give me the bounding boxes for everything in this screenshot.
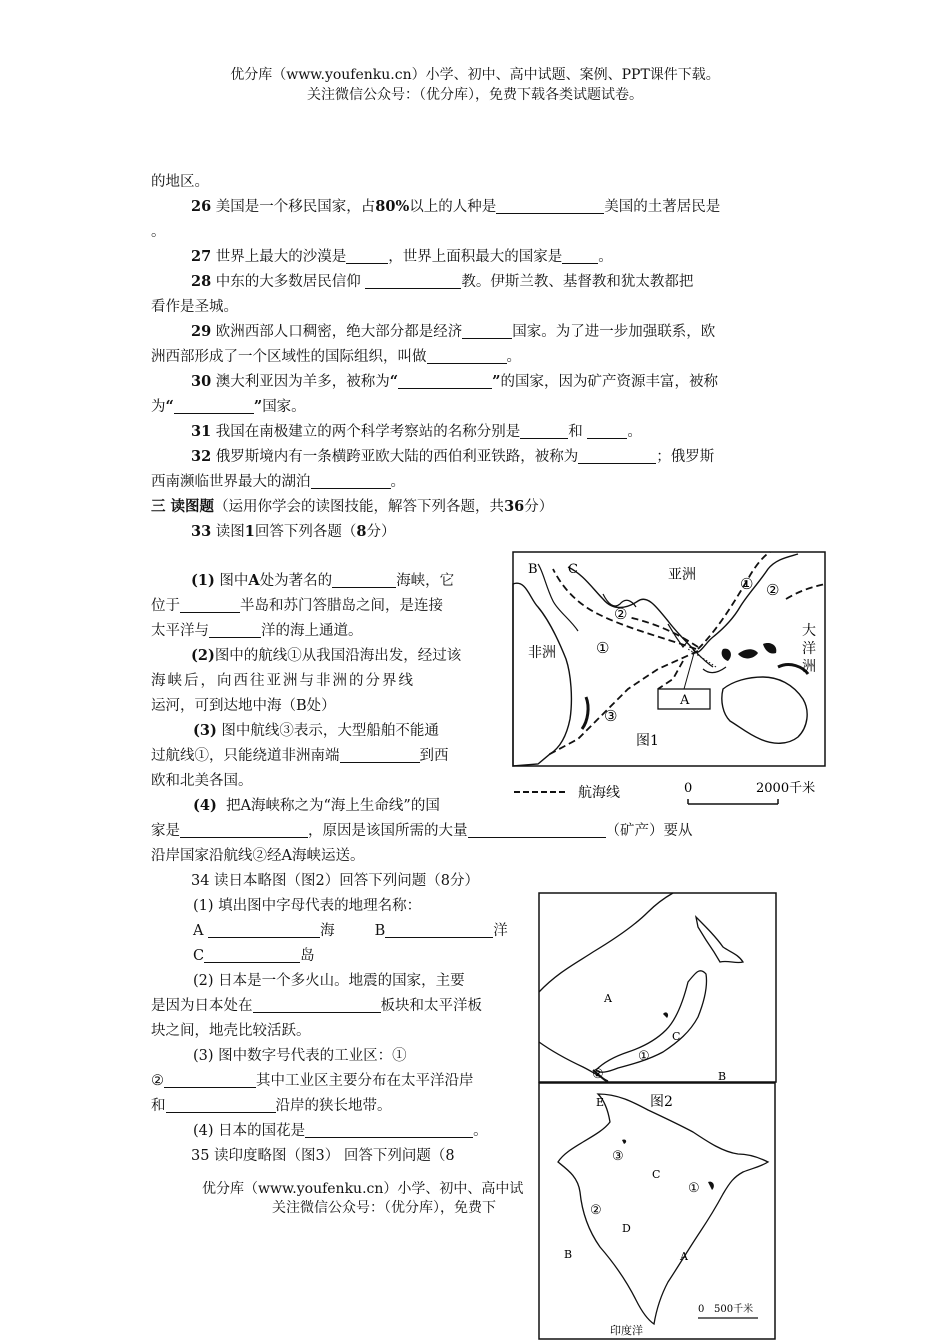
q33-part1-line2: 位于 半岛和苏门答腊岛之间，是连接 <box>151 598 443 614</box>
label-africa: 非洲 <box>528 645 556 661</box>
label-1: ① <box>688 1181 700 1196</box>
question-33-title: 33 读图1回答下列各题（8分） <box>191 523 396 540</box>
q33-part4: (4) 把A海峡称之为“海上生命线”的国 <box>193 797 440 814</box>
q33-part2-line3: 运河，可到达地中海（B处） <box>151 698 336 714</box>
q29-line2: 洲西部形成了一个区域性的国际组织，叫做 。 <box>151 349 521 365</box>
label-C: C <box>672 1030 681 1043</box>
label-3: ③ <box>612 1149 624 1164</box>
label-B: B <box>528 562 538 577</box>
label-2: ② <box>590 1203 602 1218</box>
route-2-label-east: ② <box>766 581 780 599</box>
label-B: B <box>718 1070 727 1083</box>
scale-label: 500千米 <box>714 1304 754 1315</box>
label-A: A <box>604 992 612 1005</box>
q34-part3-line2: ② 其中工业区主要分布在太平洋沿岸 <box>151 1073 474 1089</box>
label-2: ② <box>592 1067 604 1082</box>
label-asia: 亚洲 <box>668 567 696 583</box>
question-27: 27 世界上最大的沙漠是 ，世界上面积最大的国家是 。 <box>191 248 613 265</box>
answer-blank[interactable] <box>180 821 308 838</box>
answer-blank[interactable] <box>578 447 656 464</box>
label-C: C <box>652 1168 661 1181</box>
answer-blank[interactable] <box>365 272 461 289</box>
answer-blank[interactable] <box>340 746 420 763</box>
q33-part3-line3: 欧和北美各国。 <box>151 773 253 789</box>
q34-part3-line3: 和 沿岸的狭长地带。 <box>151 1098 392 1114</box>
answer-blank[interactable] <box>180 596 240 613</box>
figure-3-map <box>538 1082 778 1342</box>
answer-blank[interactable] <box>398 372 492 389</box>
answer-blank[interactable] <box>204 946 300 963</box>
scale-label: 2000千米 <box>756 781 816 796</box>
answer-blank[interactable] <box>305 1121 473 1138</box>
q25-tail: 的地区。 <box>151 174 209 190</box>
answer-blank[interactable] <box>164 1071 256 1088</box>
legend-label: 航海线 <box>578 785 620 801</box>
answer-blank[interactable] <box>253 996 381 1013</box>
label-A: A <box>680 1250 688 1263</box>
q34-part1-line2: A 海 B 洋 <box>193 923 508 939</box>
question-35-title: 35 读印度略图（图3） 回答下列问题（8 <box>191 1148 455 1164</box>
q34-part4: (4) 日本的国花是 。 <box>193 1123 488 1139</box>
figure-1-map <box>508 549 830 807</box>
q33-part4-line2: 家是 ，原因是该国所需的大量 （矿产）要从 <box>151 823 693 839</box>
answer-blank[interactable] <box>346 247 388 264</box>
answer-blank[interactable] <box>520 422 568 439</box>
label-C: C <box>568 562 578 577</box>
answer-blank[interactable] <box>174 397 254 414</box>
q34-part3: (3) 图中数字号代表的工业区：① <box>193 1048 407 1064</box>
label-E: E <box>596 1096 605 1109</box>
q33-part2: (2)图中的航线①从我国沿海出发，经过该 <box>191 647 462 664</box>
q33-part1-line3: 太平洋与 洋的海上通道。 <box>151 623 363 639</box>
section-3-title: 三 读图题（运用你学会的读图技能，解答下列各题，共36分） <box>151 498 554 515</box>
q34-part1-line3: C 岛 <box>193 948 315 964</box>
page-footer-line2: 关注微信公众号：（优分库），免费下 <box>272 1200 496 1216</box>
map-frame <box>539 1083 775 1339</box>
figure-2-caption: 图2 <box>650 1094 673 1110</box>
answer-blank[interactable] <box>332 571 396 588</box>
route-3-label: ③ <box>604 707 618 725</box>
scale-zero: 0 <box>684 781 693 796</box>
q26-end: 。 <box>151 224 166 240</box>
question-26: 26 美国是一个移民国家，占80%以上的人种是 美国的土著居民是 <box>191 198 721 215</box>
q28-line2: 看作是圣城。 <box>151 299 238 315</box>
label-indian-ocean: 印度洋 <box>610 1324 643 1337</box>
q34-part2-line2: 是因为日本处在 板块和太平洋板 <box>151 998 482 1014</box>
q33-part3-line2: 过航线①，只能绕道非洲南端 到西 <box>151 748 449 764</box>
page-header-line1: 优分库（www.youfenku.cn）小学、初中、高中试题、案例、PPT课件下载。 <box>230 67 720 83</box>
q33-part4-line3: 沿岸国家沿航线②经A海峡运送。 <box>151 848 365 864</box>
route-2-label: ② <box>614 605 628 623</box>
label-A: A <box>680 693 690 708</box>
question-31: 31 我国在南极建立的两个科学考察站的名称分别是 和 。 <box>191 423 642 440</box>
label-oceania-2: 洋 <box>802 641 816 657</box>
q34-part2-line3: 块之间，地壳比较活跃。 <box>151 1023 311 1039</box>
page-header-line2: 关注微信公众号：（优分库），免费下载各类试题试卷。 <box>307 87 643 103</box>
answer-blank[interactable] <box>427 347 507 364</box>
q33-part3: (3) 图中航线③表示，大型船舶不能通 <box>193 722 439 739</box>
q34-part2: (2) 日本是一个多火山。地震的国家，主要 <box>193 973 465 989</box>
label-D: D <box>622 1222 631 1235</box>
answer-blank[interactable] <box>166 1096 276 1113</box>
question-29: 29 欧洲西部人口稠密，绝大部分都是经济 国家。为了进一步加强联系，欧 <box>191 323 716 340</box>
figure-1-caption: 图1 <box>636 733 659 749</box>
q33-part2-line2: 海峡后，向西往亚洲与非洲的分界线 <box>151 673 415 689</box>
question-30: 30 澳大利亚因为羊多，被称为“ ”的国家，因为矿产资源丰富，被称 <box>191 373 718 390</box>
label-oceania-1: 大 <box>802 623 816 639</box>
answer-blank[interactable] <box>496 197 604 214</box>
q30-line2: 为“ ”国家。 <box>151 398 306 415</box>
figure-2-map <box>538 892 778 1084</box>
route-1-label: ① <box>596 639 610 657</box>
answer-blank[interactable] <box>462 322 512 339</box>
route-1-label-east: ① <box>740 575 754 593</box>
answer-blank[interactable] <box>311 472 391 489</box>
scale-zero: 0 <box>698 1304 705 1315</box>
label-1: ① <box>638 1049 650 1064</box>
answer-blank[interactable] <box>209 621 261 638</box>
question-28: 28 中东的大多数居民信仰 教。伊斯兰教、基督教和犹太教都把 <box>191 273 694 290</box>
q34-part1: (1) 填出图中字母代表的地理名称： <box>193 898 422 914</box>
answer-blank[interactable] <box>562 247 598 264</box>
map-frame <box>539 893 776 1082</box>
answer-blank[interactable] <box>208 921 320 938</box>
question-34-title: 34 读日本略图（图2）回答下列问题（8分） <box>191 873 480 889</box>
page-footer-line1: 优分库（www.youfenku.cn）小学、初中、高中试 <box>202 1181 524 1197</box>
answer-blank[interactable] <box>468 821 606 838</box>
label-oceania-3: 洲 <box>802 659 816 675</box>
label-B: B <box>564 1248 573 1261</box>
q33-part1: (1) 图中A处为著名的 海峡，它 <box>191 572 455 589</box>
answer-blank[interactable] <box>587 422 627 439</box>
q32-line2: 西南濒临世界最大的湖泊 。 <box>151 474 405 490</box>
question-32: 32 俄罗斯境内有一条横跨亚欧大陆的西伯利亚铁路，被称为 ；俄罗斯 <box>191 448 715 465</box>
answer-blank[interactable] <box>385 921 493 938</box>
